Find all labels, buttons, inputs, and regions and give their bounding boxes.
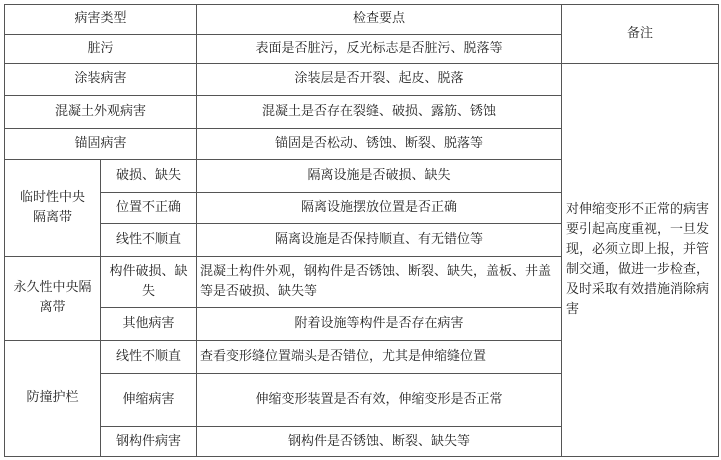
inspection-point-cell: 查看变形缝位置端头是否错位，尤其是伸缩缝位置 <box>197 340 562 374</box>
inspection-point-cell: 混凝土是否存在裂缝、破损、露筋、锈蚀 <box>197 95 562 129</box>
header-inspection-points: 检查要点 <box>197 5 562 35</box>
inspection-table <box>4 4 719 457</box>
inspection-point-cell: 混凝土构件外观，钢构件是否锈蚀、断裂、缺失，盖板、井盖等是否破损、缺失等 <box>197 256 562 307</box>
disease-type-cell: 锚固病害 <box>5 129 197 160</box>
sub-type-cell: 线性不顺直 <box>101 340 197 374</box>
inspection-point-cell: 锚固是否松动、锈蚀、断裂、脱落等 <box>197 129 562 160</box>
inspection-point-cell: 钢构件是否锈蚀、断裂、缺失等 <box>197 427 562 457</box>
sub-type-cell: 钢构件病害 <box>101 427 197 457</box>
inspection-point-cell: 涂装层是否开裂、起皮、脱落 <box>197 64 562 96</box>
sub-type-cell: 线性不顺直 <box>101 224 197 257</box>
inspection-point-cell: 表面是否脏污，反光标志是否脏污、脱落等 <box>197 34 562 64</box>
sub-type-cell: 位置不正确 <box>101 192 197 224</box>
inspection-point-cell: 隔离设施是否保持顺直、有无错位等 <box>197 224 562 257</box>
disease-type-cell: 脏污 <box>5 34 197 64</box>
header-row <box>5 5 719 35</box>
inspection-point-cell: 附着设施等构件是否存在病害 <box>197 307 562 340</box>
inspection-point-cell: 伸缩变形装置是否有效，伸缩变形是否正常 <box>197 374 562 427</box>
inspection-point-cell: 隔离设施摆放位置是否正确 <box>197 192 562 224</box>
group-guardrail: 防撞护栏 <box>5 340 101 456</box>
header-remarks: 备注 <box>562 5 719 64</box>
sub-type-cell: 伸缩病害 <box>101 374 197 427</box>
group-perm-median: 永久性中央隔离带 <box>5 256 101 340</box>
table-row-coating <box>5 64 719 96</box>
sub-type-cell: 破损、缺失 <box>101 160 197 193</box>
sub-type-cell: 构件破损、缺失 <box>101 256 197 307</box>
group-temp-median: 临时性中央隔离带 <box>5 160 101 257</box>
disease-type-cell: 涂装病害 <box>5 64 197 96</box>
remarks-note: 对伸缩变形不正常的病害要引起高度重视，一旦发现，必须立即上报，并管制交通，做进一步检查，及时采取有效措施消除病害 <box>562 64 719 457</box>
inspection-point-cell: 隔离设施是否破损、缺失 <box>197 160 562 193</box>
disease-type-cell: 混凝土外观病害 <box>5 95 197 129</box>
header-disease-type: 病害类型 <box>5 5 197 35</box>
sub-type-cell: 其他病害 <box>101 307 197 340</box>
